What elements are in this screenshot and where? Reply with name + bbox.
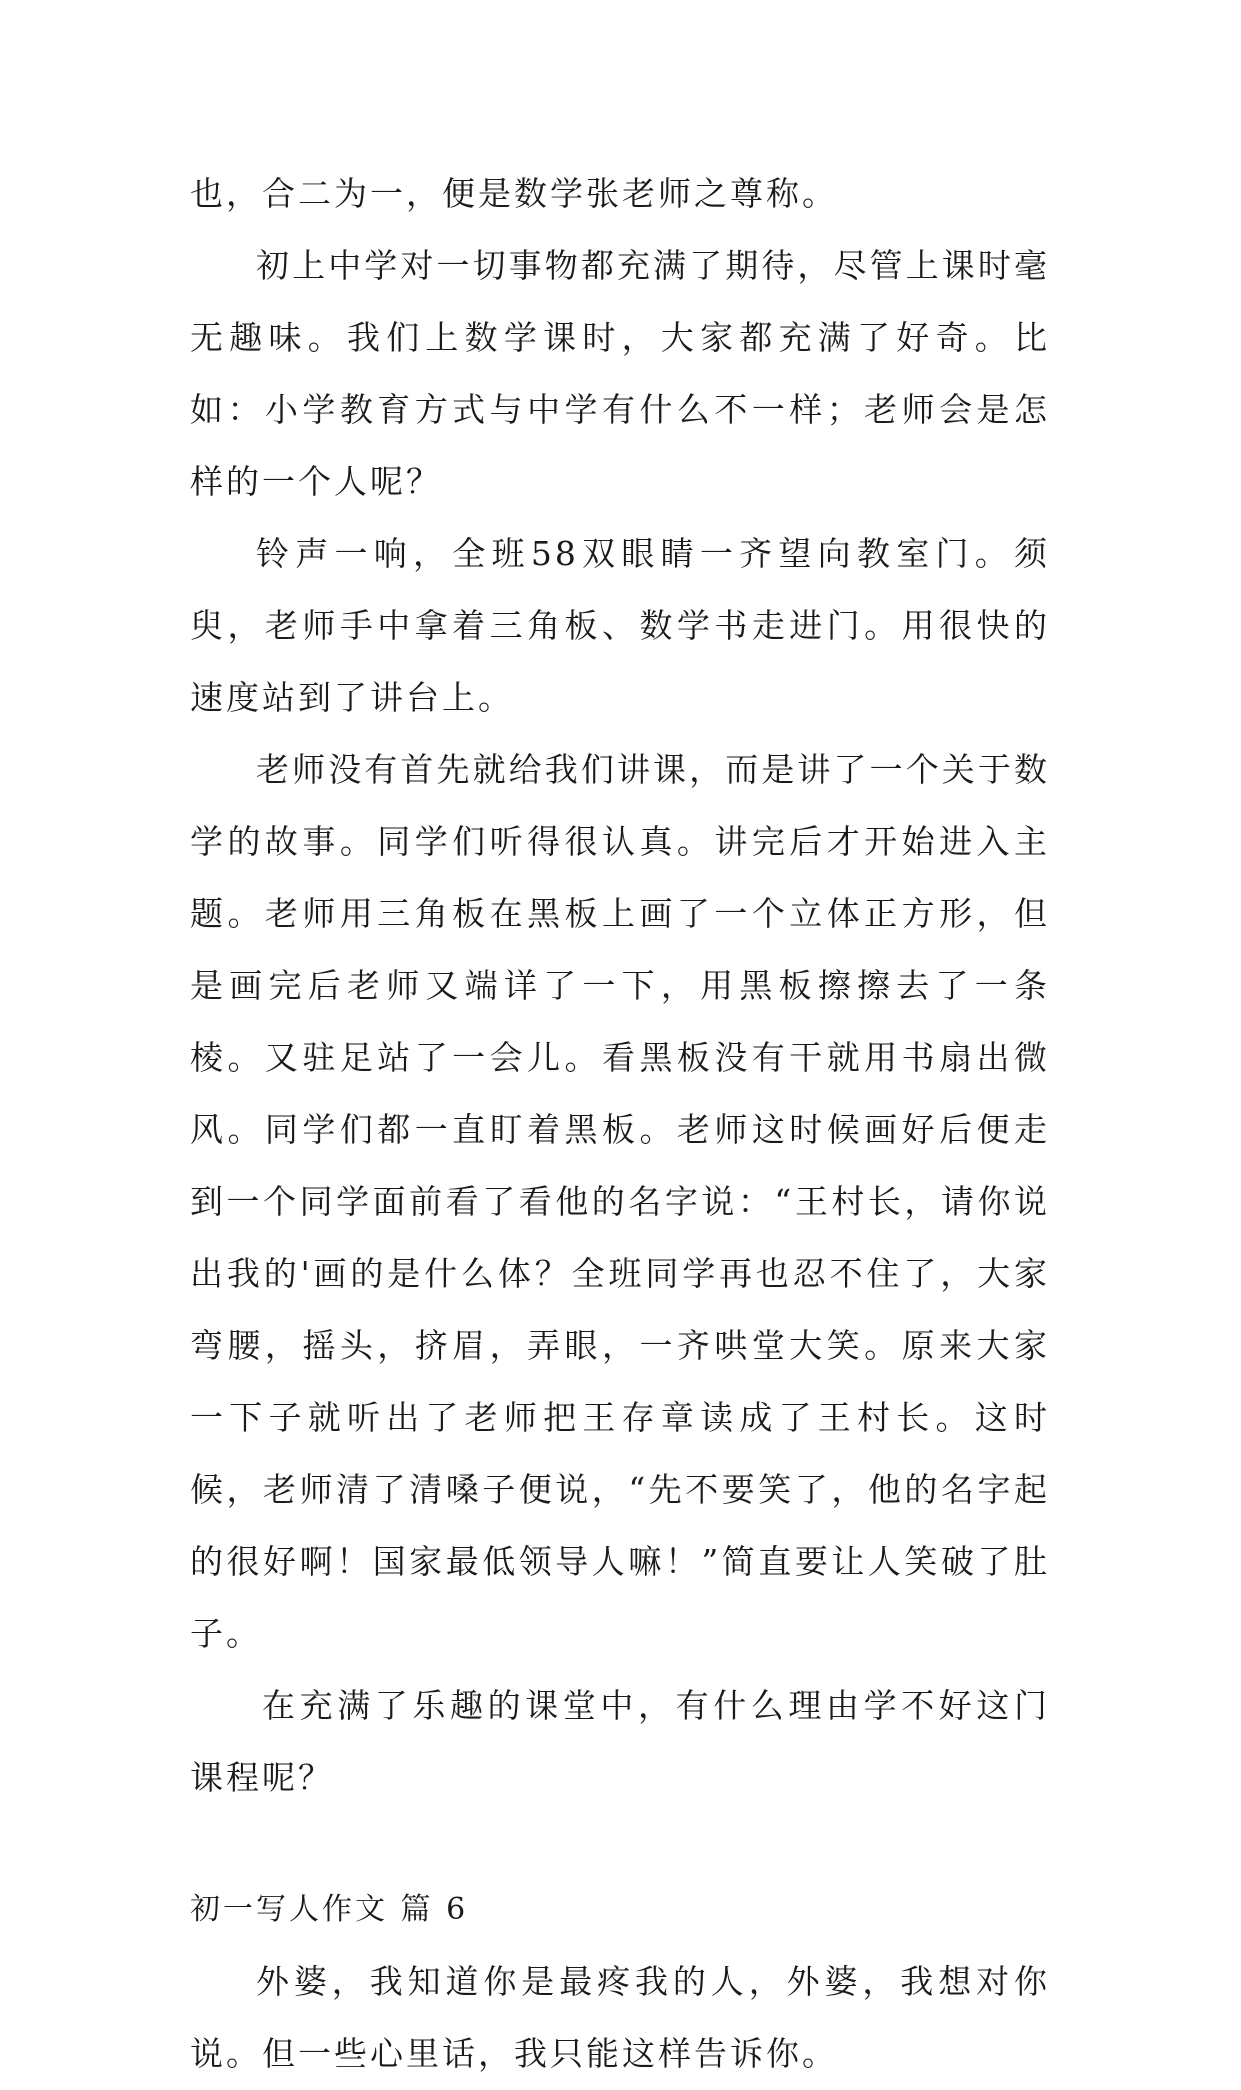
section-heading: 初一写人作文 篇 6 <box>190 1892 469 1927</box>
document-page <box>190 158 1050 2090</box>
paragraph-expectation: 初上中学对一切事物都充满了期待，尽管上课时毫无趣味。我们上数学课时，大家都充满了好奇。比如：小学教育方式与中学有什么不一样；老师会是怎样的一个人呢？ <box>190 246 1050 501</box>
paragraph-bell: 铃声一响，全班58双眼睛一齐望向教室门。须臾，老师手中拿着三角板、数学书走进门。用很快的速度站到了讲台上。 <box>190 534 1050 717</box>
paragraph-continuation: 也，合二为一，便是数学张老师之尊称。 <box>190 174 838 213</box>
paragraph-grandmother: 外婆，我知道你是最疼我的人，外婆，我想对你说。但一些心里话，我只能这样告诉你。 <box>190 1962 1050 2073</box>
paragraph-conclusion: 在充满了乐趣的课堂中，有什么理由学不好这门课程呢？ <box>190 1686 1050 1797</box>
paragraph-story: 老师没有首先就给我们讲课，而是讲了一个关于数学的故事。同学们听得很认真。讲完后才开始进入主题。老师用三角板在黑板上画了一个立体正方形，但是画完后老师又端详了一下，用黑板擦擦去了一条棱。又驻足站了一会儿。看黑板没有干就用书扇出微风。同学们都一直盯着黑板。老师这时候画好后便走到一个同学面前看了看他的名字说：“王村长，请你说出我的'画的是什么体？全班同学再也忍不住了，大家弯腰，摇头，挤眉，弄眼，一齐哄堂大笑。原来大家一下子就听出了老师把王存章读成了王村长。这时候，老师清了清嗓子便说，“先不要笑了，他的名字起的很好啊！国家最低领导人嘛！”简直要让人笑破了肚子。 <box>190 750 1050 1653</box>
